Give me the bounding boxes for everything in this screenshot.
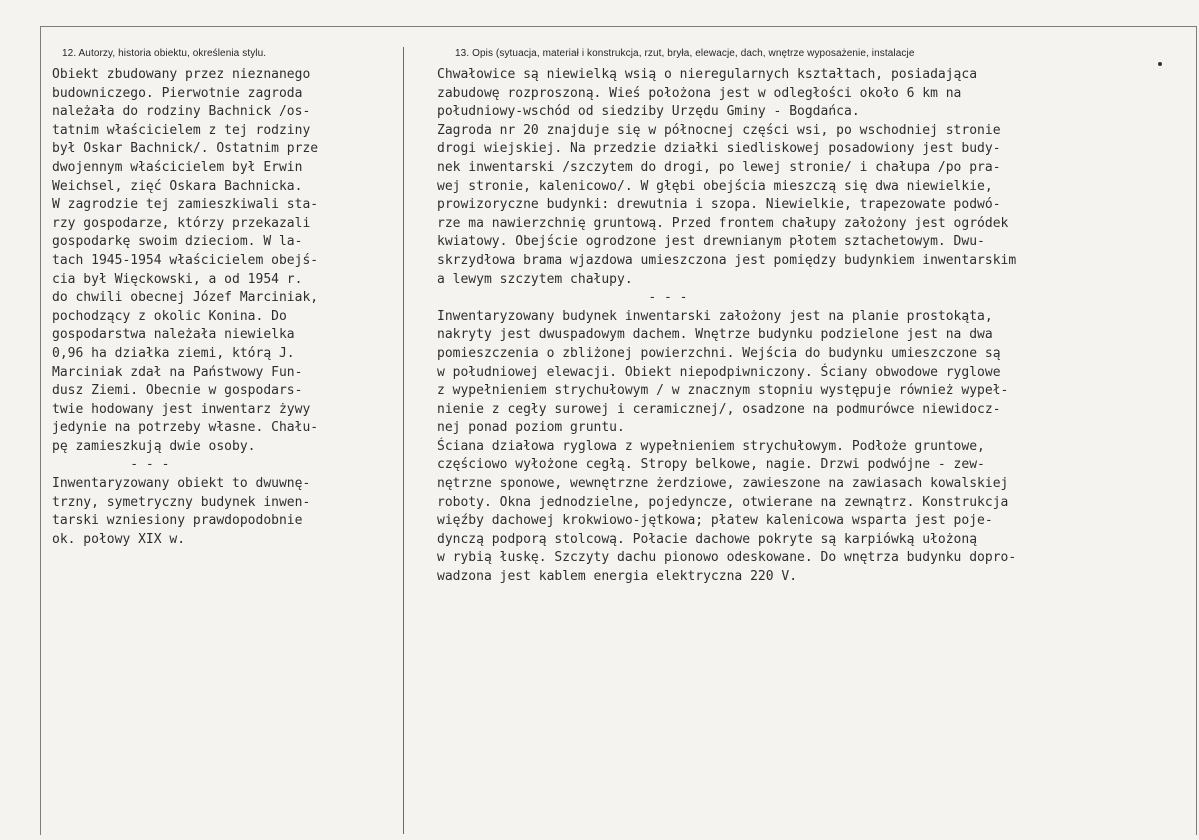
text-line: pę zamieszkują dwie osoby. <box>52 438 256 454</box>
text-line: rze ma nawierzchnię gruntową. Przed frontem chałupy założony jest ogródek <box>437 215 1009 231</box>
section-12-heading: 12. Autorzy, historia obiektu, określenia stylu. <box>62 48 267 59</box>
text-line: Ściana działowa ryglowa z wypełnieniem strychułowym. Podłoże gruntowe, <box>437 438 985 454</box>
text-line: więźby dachowej krokwiowo-jętkowa; płatew kalenicowa wsparta jest poje- <box>437 513 993 529</box>
text-line: Chwałowice są niewielką wsią o nieregularnych kształtach, posiadająca <box>437 67 978 82</box>
text-line: dwojennym właścicielem był Erwin <box>52 159 303 175</box>
text-line: gospodarstwa należała niewielka <box>52 327 295 343</box>
text-line: zabudowę rozproszoną. Wieś położona jest w odległości około 6 km na <box>437 85 962 101</box>
text-line: należała do rodziny Bachnick /os- <box>52 104 311 120</box>
text-line: wej stronie, kalenicowo/. W głębi obejścia mieszczą się dwa niewielkie, <box>437 178 993 194</box>
section-13-text <box>437 66 1193 587</box>
text-line: Inwentaryzowany budynek inwentarski założony jest na planie prostokąta, <box>437 308 993 324</box>
text-line: w rybią łuskę. Szczyty dachu pionowo odeskowane. Do wnętrza budynku dopro- <box>437 550 1017 566</box>
text-line: budowniczego. Pierwotnie zagroda <box>52 85 303 101</box>
text-line: tatnim właścicielem z tej rodziny <box>52 122 311 138</box>
text-line: - - - <box>52 457 170 473</box>
text-line: rzy gospodarze, którzy przekazali <box>52 215 311 231</box>
section-12-text <box>52 66 397 549</box>
text-line: prowizoryczne budynki: drewutnia i szopa. Niewielkie, trapezowate podwó- <box>437 197 1001 213</box>
text-line: - - - <box>437 290 688 306</box>
section-13-heading: 13. Opis (sytuacja, materiał i konstrukcja, rzut, bryła, elewacje, dach, wnętrze wyposażenie, instalacje <box>455 48 915 59</box>
text-line: częściowo wyłożone cegłą. Stropy belkowe, nagie. Drzwi podwójne - zew- <box>437 457 985 473</box>
text-line: do chwili obecnej Józef Marciniak, <box>52 290 319 306</box>
text-line: cia był Więckowski, a od 1954 r. <box>52 271 303 287</box>
text-line: nej ponad poziom gruntu. <box>437 420 625 436</box>
text-line: tarski wzniesiony prawdopodobnie <box>52 513 303 529</box>
text-line: drogi wiejskiej. Na przedzie działki siedliskowej posadowiony jest budy- <box>437 141 1001 157</box>
text-line: był Oskar Bachnick/. Ostatnim prze <box>52 141 319 157</box>
text-line: a lewym szczytem chałupy. <box>437 271 633 287</box>
text-line: nek inwentarski /szczytem do drogi, po lewej stronie/ i chałupa /po pra- <box>437 159 1001 175</box>
text-line: dynczą podporą stolcową. Połacie dachowe pokryte są karpiówką ułożoną <box>437 531 978 547</box>
text-line: pochodzący z okolic Konina. Do <box>52 308 287 324</box>
text-line: twie hodowany jest inwentarz żywy <box>52 401 311 417</box>
column-divider <box>403 47 404 834</box>
text-line: 0,96 ha działka ziemi, którą J. <box>52 345 295 361</box>
text-line: nienie z cegły surowej i ceramicznej/, osadzone na podmurówce niewidocz- <box>437 401 1001 417</box>
text-line: południowy-wschód od siedziby Urzędu Gminy - Bogdańca. <box>437 104 860 120</box>
text-line: z wypełnieniem strychułowym / w znacznym stopniu występuje również wypeł- <box>437 383 1009 399</box>
text-line: Weichsel, zięć Oskara Bachnicka. <box>52 178 303 194</box>
text-line: w południowej elewacji. Obiekt niepodpiwniczony. Ściany obwodowe ryglowe <box>437 364 1001 380</box>
text-line: roboty. Okna jednodzielne, pojedyncze, otwierane na zewnątrz. Konstrukcja <box>437 494 1009 510</box>
text-line: dusz Ziemi. Obecnie w gospodars- <box>52 383 303 399</box>
text-line: kwiatowy. Obejście ogrodzone jest drewnianym płotem sztachetowym. Dwu- <box>437 234 985 250</box>
text-line: Inwentaryzowany obiekt to dwuwnę- <box>52 476 311 492</box>
text-line: trzny, symetryczny budynek inwen- <box>52 494 311 510</box>
text-line: nętrzne sponowe, wewnętrzne żerdziowe, zawieszone na zawiasach kowalskiej <box>437 476 1009 492</box>
text-line: W zagrodzie tej zamieszkiwali sta- <box>52 197 319 213</box>
text-line: pomieszczenia o zbliżonej powierzchni. Wejścia do budynku umieszczone są <box>437 345 1001 361</box>
text-line: skrzydłowa brama wjazdowa umieszczona jest pomiędzy budynkiem inwentarskim <box>437 252 1017 268</box>
text-line: wadzona jest kablem energia elektryczna 220 V. <box>437 569 798 585</box>
text-line: gospodarkę swoim dzieciom. W la- <box>52 234 303 250</box>
text-line: tach 1945-1954 właścicielem obejś- <box>52 252 319 268</box>
text-line: nakryty jest dwuspadowym dachem. Wnętrze budynku podzielone jest na dwa <box>437 327 993 343</box>
text-line: jedynie na potrzeby własne. Chału- <box>52 420 319 436</box>
text-line: ok. połowy XIX w. <box>52 531 186 547</box>
text-line: Marciniak zdał na Państwowy Fun- <box>52 364 303 380</box>
text-line: Zagroda nr 20 znajduje się w północnej części wsi, po wschodniej stronie <box>437 122 1001 138</box>
text-line: Obiekt zbudowany przez nieznanego <box>52 67 311 82</box>
